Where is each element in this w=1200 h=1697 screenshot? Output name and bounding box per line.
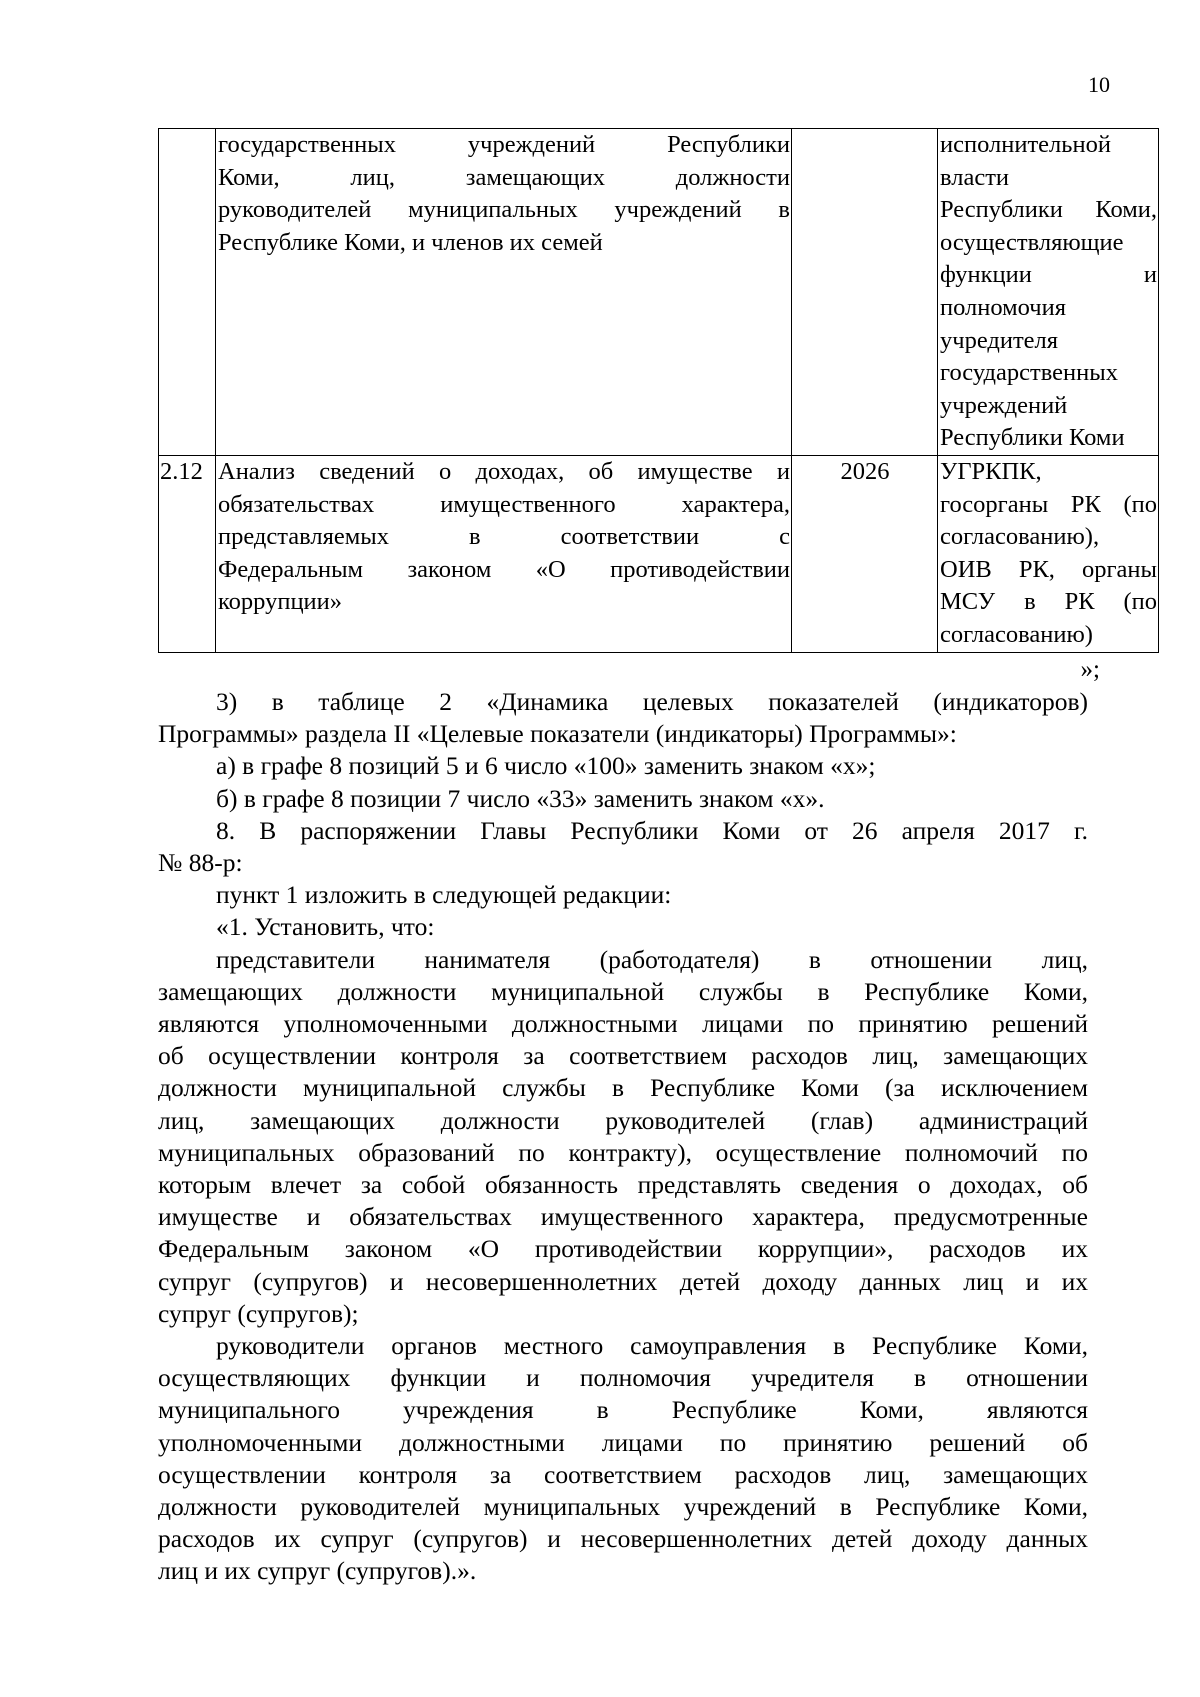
paragraph-line: № 88-р: [158,848,243,878]
cell-text-line: Коми, лиц, замещающих должности [218,163,790,191]
paragraph [158,815,1088,879]
paragraph [158,750,1088,782]
cell-text-line: Анализ сведений о доходах, об имуществе и [218,457,790,485]
paragraph [158,686,1088,750]
paragraph-line: муниципальных образований по контракту), осуществление полномочий по [158,1137,1088,1167]
paragraph-line: расходов их супруг (супругов) и несовершеннолетних детей доходу данных [158,1524,1088,1554]
cell-responsible-line: ОИВ РК, органы [940,555,1157,583]
paragraph-line: Федеральным законом «О противодействии коррупции», расходов их [158,1234,1088,1264]
cell-responsible-line: полномочия [940,293,1066,321]
paragraph-line: 3) в таблице 2 «Динамика целевых показателей (индикаторов) [216,687,1088,716]
paragraph-line: «1. Установить, что: [216,912,435,942]
cell-responsible-line: Республики Коми, [940,196,1157,224]
document-body [158,686,1088,1588]
cell-text-line: представляемых в соответствии с [218,523,790,551]
cell-responsible-line: МСУ в РК (по [940,588,1157,616]
cell-text-line: обязательствах имущественного характера, [218,490,790,518]
paragraph-line: лиц и их супруг (супругов).». [158,1556,477,1586]
paragraph-line: об осуществлении контроля за соответствием расходов лиц, замещающих [158,1041,1088,1071]
paragraph-line: лиц, замещающих должности руководителей (глав) администраций [158,1105,1088,1135]
cell-year [792,129,938,456]
cell-text-line: коррупции» [218,588,343,616]
paragraph-line: замещающих должности муниципальной службы в Республике Коми, [158,976,1088,1006]
cell-responsible-line: Республики Коми [940,424,1125,452]
table-row [159,455,1159,652]
paragraph-line: пункт 1 изложить в следующей редакции: [216,880,672,910]
cell-text-line: Федеральным законом «О противодействии [218,555,790,583]
paragraph-line: имуществе и обязательствах имущественного характера, предусмотренные [158,1202,1088,1232]
cell-number: 2.12 [159,455,216,652]
paragraph-line: Программы» раздела II «Целевые показатели (индикаторы) Программы»: [158,719,957,749]
cell-responsible-line: УГРКПК, [940,457,1042,485]
table-row [159,129,1159,456]
cell-responsible-line: государственных [940,359,1118,387]
paragraph-line: супруг (супругов) и несовершеннолетних детей доходу данных лиц и их [158,1266,1088,1296]
paragraph-line: а) в графе 8 позиций 5 и 6 число «100» заменить знаком «х»; [216,751,876,781]
paragraph-line: должности руководителей муниципальных учреждений в Республике Коми, [158,1492,1088,1522]
paragraph [158,783,1088,815]
paragraph-line: осуществлении контроля за соответствием расходов лиц, замещающих [158,1459,1088,1489]
cell-responsible-line: осуществляющие [940,228,1124,256]
paragraph-line: которым влечет за собой обязанность представлять сведения о доходах, об [158,1170,1088,1200]
cell-year: 2026 [792,455,938,652]
table-closing-quote: »; [1080,656,1100,683]
cell-text-line: Республике Коми, и членов их семей [218,228,603,256]
cell-responsible-line: согласованию) [940,620,1093,648]
paragraph-line: должности муниципальной службы в Республике Коми (за исключением [158,1073,1088,1103]
paragraph [158,944,1088,1330]
paragraph-line: представители нанимателя (работодателя) в отношении лиц, [216,944,1088,974]
page-number: 10 [1088,72,1110,97]
cell-responsible [938,455,1159,652]
paragraph-line: 8. В распоряжении Главы Республики Коми от 26 апреля 2017 г. [216,815,1088,845]
cell-text-line: руководителей муниципальных учреждений в [218,196,790,224]
cell-responsible-line: учреждений [940,391,1068,419]
paragraph-line: уполномоченными должностными лицами по принятию решений об [158,1427,1088,1457]
paragraph-line: муниципального учреждения в Республике Коми, являются [158,1395,1088,1425]
cell-text-line: государственных учреждений Республики [218,131,790,158]
cell-responsible-line: согласованию), [940,523,1100,551]
cell-measure-text [216,455,792,652]
cell-responsible-line: власти [940,163,1010,191]
paragraph [158,1330,1088,1588]
paragraph-line: руководители органов местного самоуправления в Республике Коми, [216,1331,1088,1361]
paragraph-line: супруг (супругов); [158,1298,359,1328]
cell-responsible-line: исполнительной [940,131,1111,158]
cell-responsible [938,129,1159,456]
paragraph [158,911,1088,943]
paragraph-line: осуществляющих функции и полномочия учредителя в отношении [158,1363,1088,1393]
cell-measure-text [216,129,792,456]
paragraph-line: б) в графе 8 позиции 7 число «33» заменить знаком «х». [216,783,825,813]
cell-responsible-line: функции и [940,261,1157,289]
paragraph-line: являются уполномоченными должностными лицами по принятию решений [158,1009,1088,1039]
cell-number [159,129,216,456]
cell-responsible-line: учредителя [940,326,1059,354]
measures-table [158,128,1159,653]
cell-responsible-line: госорганы РК (по [940,490,1157,518]
paragraph [158,879,1088,911]
